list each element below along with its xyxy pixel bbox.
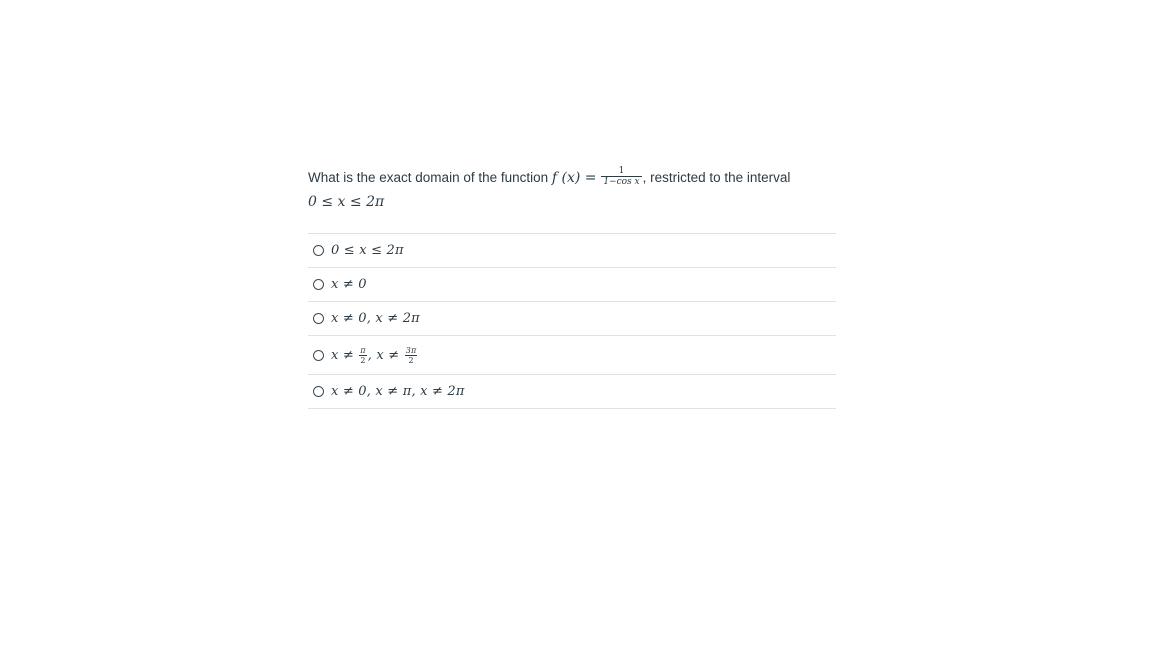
radio-button[interactable] <box>313 313 324 324</box>
radio-button[interactable] <box>313 245 324 256</box>
fraction-denominator: 1−cos x <box>603 176 640 187</box>
answer-label: x ≠ 0 <box>331 277 367 292</box>
answer-option-4[interactable] <box>308 336 836 375</box>
fraction-pi-over-2 <box>359 346 366 365</box>
answer-option-1[interactable] <box>308 234 836 268</box>
answer-option-5[interactable] <box>308 375 836 409</box>
fraction-numerator: π <box>360 345 366 355</box>
radio-button[interactable] <box>313 279 324 290</box>
answer-label <box>331 346 418 365</box>
answer-prefix: x ≠ <box>331 347 359 363</box>
fraction-numerator: 1 <box>601 166 641 177</box>
function-lhs: f (x) = <box>551 170 597 186</box>
function-fraction <box>601 166 641 187</box>
answer-label: x ≠ 0, x ≠ π, x ≠ 2π <box>331 384 465 399</box>
question-interval: 0 ≤ x ≤ 2π <box>308 194 385 210</box>
question-prefix: What is the exact domain of the function <box>308 170 549 185</box>
answer-option-2[interactable] <box>308 268 836 302</box>
radio-button[interactable] <box>313 386 324 397</box>
answer-option-3[interactable] <box>308 302 836 336</box>
fraction-numerator: 3π <box>405 345 417 355</box>
fraction-denominator: 2 <box>360 355 366 365</box>
radio-button[interactable] <box>313 350 324 361</box>
fraction-denominator: 2 <box>408 355 414 365</box>
question-text <box>308 166 836 214</box>
quiz-question <box>308 166 836 409</box>
answer-label: 0 ≤ x ≤ 2π <box>331 243 404 258</box>
answer-label: x ≠ 0, x ≠ 2π <box>331 311 420 326</box>
question-suffix: , restricted to the interval <box>642 170 791 185</box>
answer-list <box>308 233 836 409</box>
fraction-3pi-over-2 <box>405 346 418 365</box>
answer-middle: , x ≠ <box>367 347 404 363</box>
